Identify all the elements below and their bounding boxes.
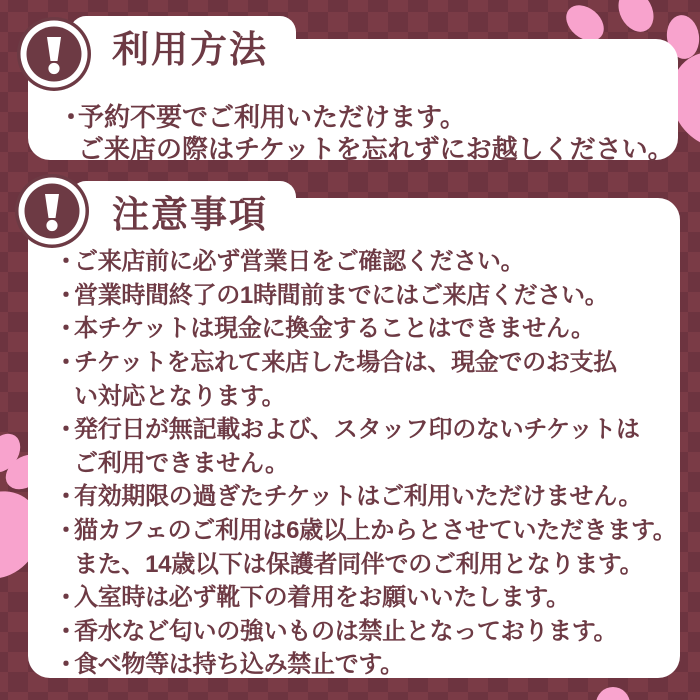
usage-title: 利用方法 [70, 16, 296, 76]
notes-line [54, 477, 678, 511]
bullet-marker: ・ [54, 651, 78, 679]
notes-line-text: 香水など匂いの強いものは禁止となっております。 [74, 617, 618, 645]
bullet-marker: ・ [54, 483, 78, 511]
paw-print-bottom [596, 687, 630, 700]
bullet-marker: ・ [54, 617, 78, 645]
usage-line [58, 99, 658, 131]
notes-line-text: い対応となります。 [74, 382, 286, 410]
bullet-marker: ・ [54, 517, 78, 545]
notes-line-text: 有効期限の過ぎたチケットはご利用いただけません。 [74, 483, 643, 511]
usage-line-text: ご来店の際はチケットを忘れずにお越しください。 [78, 133, 674, 164]
notes-line-text: また、14歳以下は保護者同伴でのご利用となります。 [74, 550, 644, 578]
bullet-marker: ・ [54, 416, 78, 444]
notes-line [54, 276, 678, 310]
notes-line [54, 309, 678, 343]
notes-line-text: チケットを忘れて来店した場合は、現金でのお支払 [74, 349, 617, 377]
notes-line [54, 444, 678, 478]
notes-line [54, 578, 678, 612]
bullet-marker: ・ [58, 101, 85, 132]
usage-line [58, 131, 674, 164]
notes-line [54, 410, 678, 444]
notes-text [54, 242, 678, 679]
bullet-marker: ・ [54, 584, 78, 612]
notes-line [54, 376, 678, 410]
notes-line [54, 511, 678, 545]
bullet-marker: ・ [54, 349, 78, 377]
notes-line [54, 544, 678, 578]
notes-line-text: 食べ物等は持ち込み禁止です。 [74, 651, 404, 679]
notes-line-text: ご来店前に必ず営業日をご確認ください。 [74, 248, 525, 276]
bullet-marker: ・ [54, 248, 78, 276]
notes-line [54, 343, 678, 377]
notes-line-text: 本チケットは現金に換金することはできません。 [74, 315, 595, 343]
notes-title: 注意事項 [70, 181, 296, 241]
notes-line [54, 612, 678, 646]
exclamation-icon [14, 173, 90, 249]
notes-line [54, 242, 678, 276]
usage-line-text: 予約不要でご利用いただけます。 [78, 101, 466, 132]
usage-text [58, 99, 674, 164]
bullet-marker: ・ [54, 315, 78, 343]
notes-line [54, 645, 678, 679]
notes-line-text: 営業時間終了の1時間前までにはご来店ください。 [74, 281, 609, 309]
notes-line-text: 発行日が無記載および、スタッフ印のないチケットは [74, 416, 640, 444]
exclamation-icon [16, 16, 92, 92]
notes-line-text: 入室時は必ず靴下の着用をお願いいたします。 [74, 584, 570, 612]
notes-line-text: ご利用できません。 [74, 449, 289, 477]
bullet-marker: ・ [54, 281, 78, 309]
notes-line-text: 猫カフェのご利用は6歳以上からとさせていただきます。 [74, 517, 677, 545]
